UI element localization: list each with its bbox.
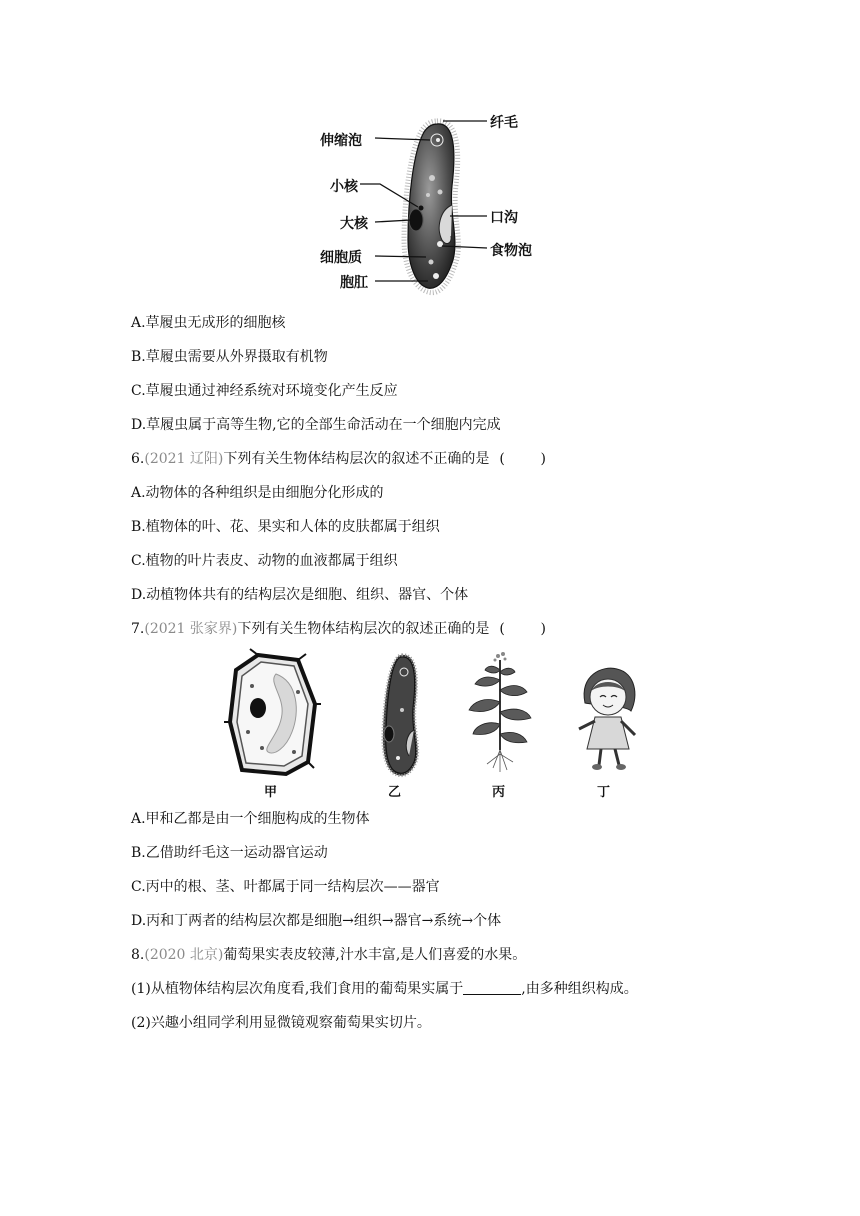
caption-bing: 丙	[492, 785, 506, 800]
q6-option-a: A.动物体的各种组织是由细胞分化形成的	[131, 485, 384, 501]
label-micronucleus: 小核	[330, 179, 358, 195]
q8-stem-text: 葡萄果实表皮较薄,汁水丰富,是人们喜爱的水果。	[223, 947, 527, 963]
q5-option-b: B.草履虫需要从外界摄取有机物	[131, 349, 328, 365]
caption-jia: 甲	[264, 785, 278, 800]
q6-number: 6.	[131, 451, 145, 467]
label-contractile-vacuole: 伸缩泡	[320, 133, 362, 149]
q8-sub1	[131, 979, 638, 999]
q7-option-b: B.乙借助纤毛这一运动器官运动	[131, 845, 328, 861]
q7-option-d: D.丙和丁两者的结构层次都是细胞→组织→器官→系统→个体	[131, 913, 502, 929]
q7-answer-bracket: ( )	[499, 621, 546, 637]
q7-source: (2021 张家界)	[144, 621, 238, 637]
q5-option-d: D.草履虫属于高等生物,它的全部生命活动在一个细胞内完成	[131, 417, 501, 433]
q8-stem	[131, 945, 526, 965]
q6-stem-text: 下列有关生物体结构层次的叙述不正确的是	[223, 451, 490, 467]
q6-option-c: C.植物的叶片表皮、动物的血液都属于组织	[131, 553, 398, 569]
label-cytoplasm: 细胞质	[320, 250, 362, 266]
label-oral-groove: 口沟	[490, 210, 518, 226]
plant-illustration	[465, 650, 535, 775]
q8-answer-blank[interactable]	[463, 980, 521, 995]
q6-stem	[131, 449, 546, 469]
q6-source: (2021 辽阳)	[144, 451, 224, 467]
q8-sub2: (2)兴趣小组同学利用显微镜观察葡萄果实切片。	[131, 1015, 431, 1031]
label-macronucleus: 大核	[340, 216, 368, 232]
label-food-vacuole: 食物泡	[490, 243, 532, 259]
q8-number: 8.	[131, 947, 145, 963]
plant-cell-illustration	[228, 652, 318, 777]
q7-option-c: C.丙中的根、茎、叶都属于同一结构层次——器官	[131, 879, 440, 895]
q8-sub1-before: (1)从植物体结构层次角度看,我们食用的葡萄果实属于	[131, 981, 464, 997]
q7-stem-text: 下列有关生物体结构层次的叙述正确的是	[237, 621, 490, 637]
q7-option-a: A.甲和乙都是由一个细胞构成的生物体	[131, 811, 370, 827]
caption-yi: 乙	[388, 785, 402, 800]
q6-answer-bracket: ( )	[499, 451, 546, 467]
paramecium-small-illustration	[378, 652, 428, 777]
girl-illustration	[573, 665, 643, 775]
paramecium-illustration	[0, 0, 860, 300]
q7-stem	[131, 619, 546, 639]
q7-number: 7.	[131, 621, 145, 637]
q8-source: (2020 北京)	[144, 947, 224, 963]
q5-option-a: A.草履虫无成形的细胞核	[131, 315, 286, 331]
label-cilia: 纤毛	[490, 115, 518, 131]
label-anal-pore: 胞肛	[340, 275, 368, 291]
caption-ding: 丁	[597, 785, 611, 800]
q6-option-d: D.动植物体共有的结构层次是细胞、组织、器官、个体	[131, 587, 469, 603]
q8-sub1-after: ,由多种组织构成。	[521, 981, 638, 997]
q5-option-c: C.草履虫通过神经系统对环境变化产生反应	[131, 383, 398, 399]
q6-option-b: B.植物体的叶、花、果实和人体的皮肤都属于组织	[131, 519, 440, 535]
